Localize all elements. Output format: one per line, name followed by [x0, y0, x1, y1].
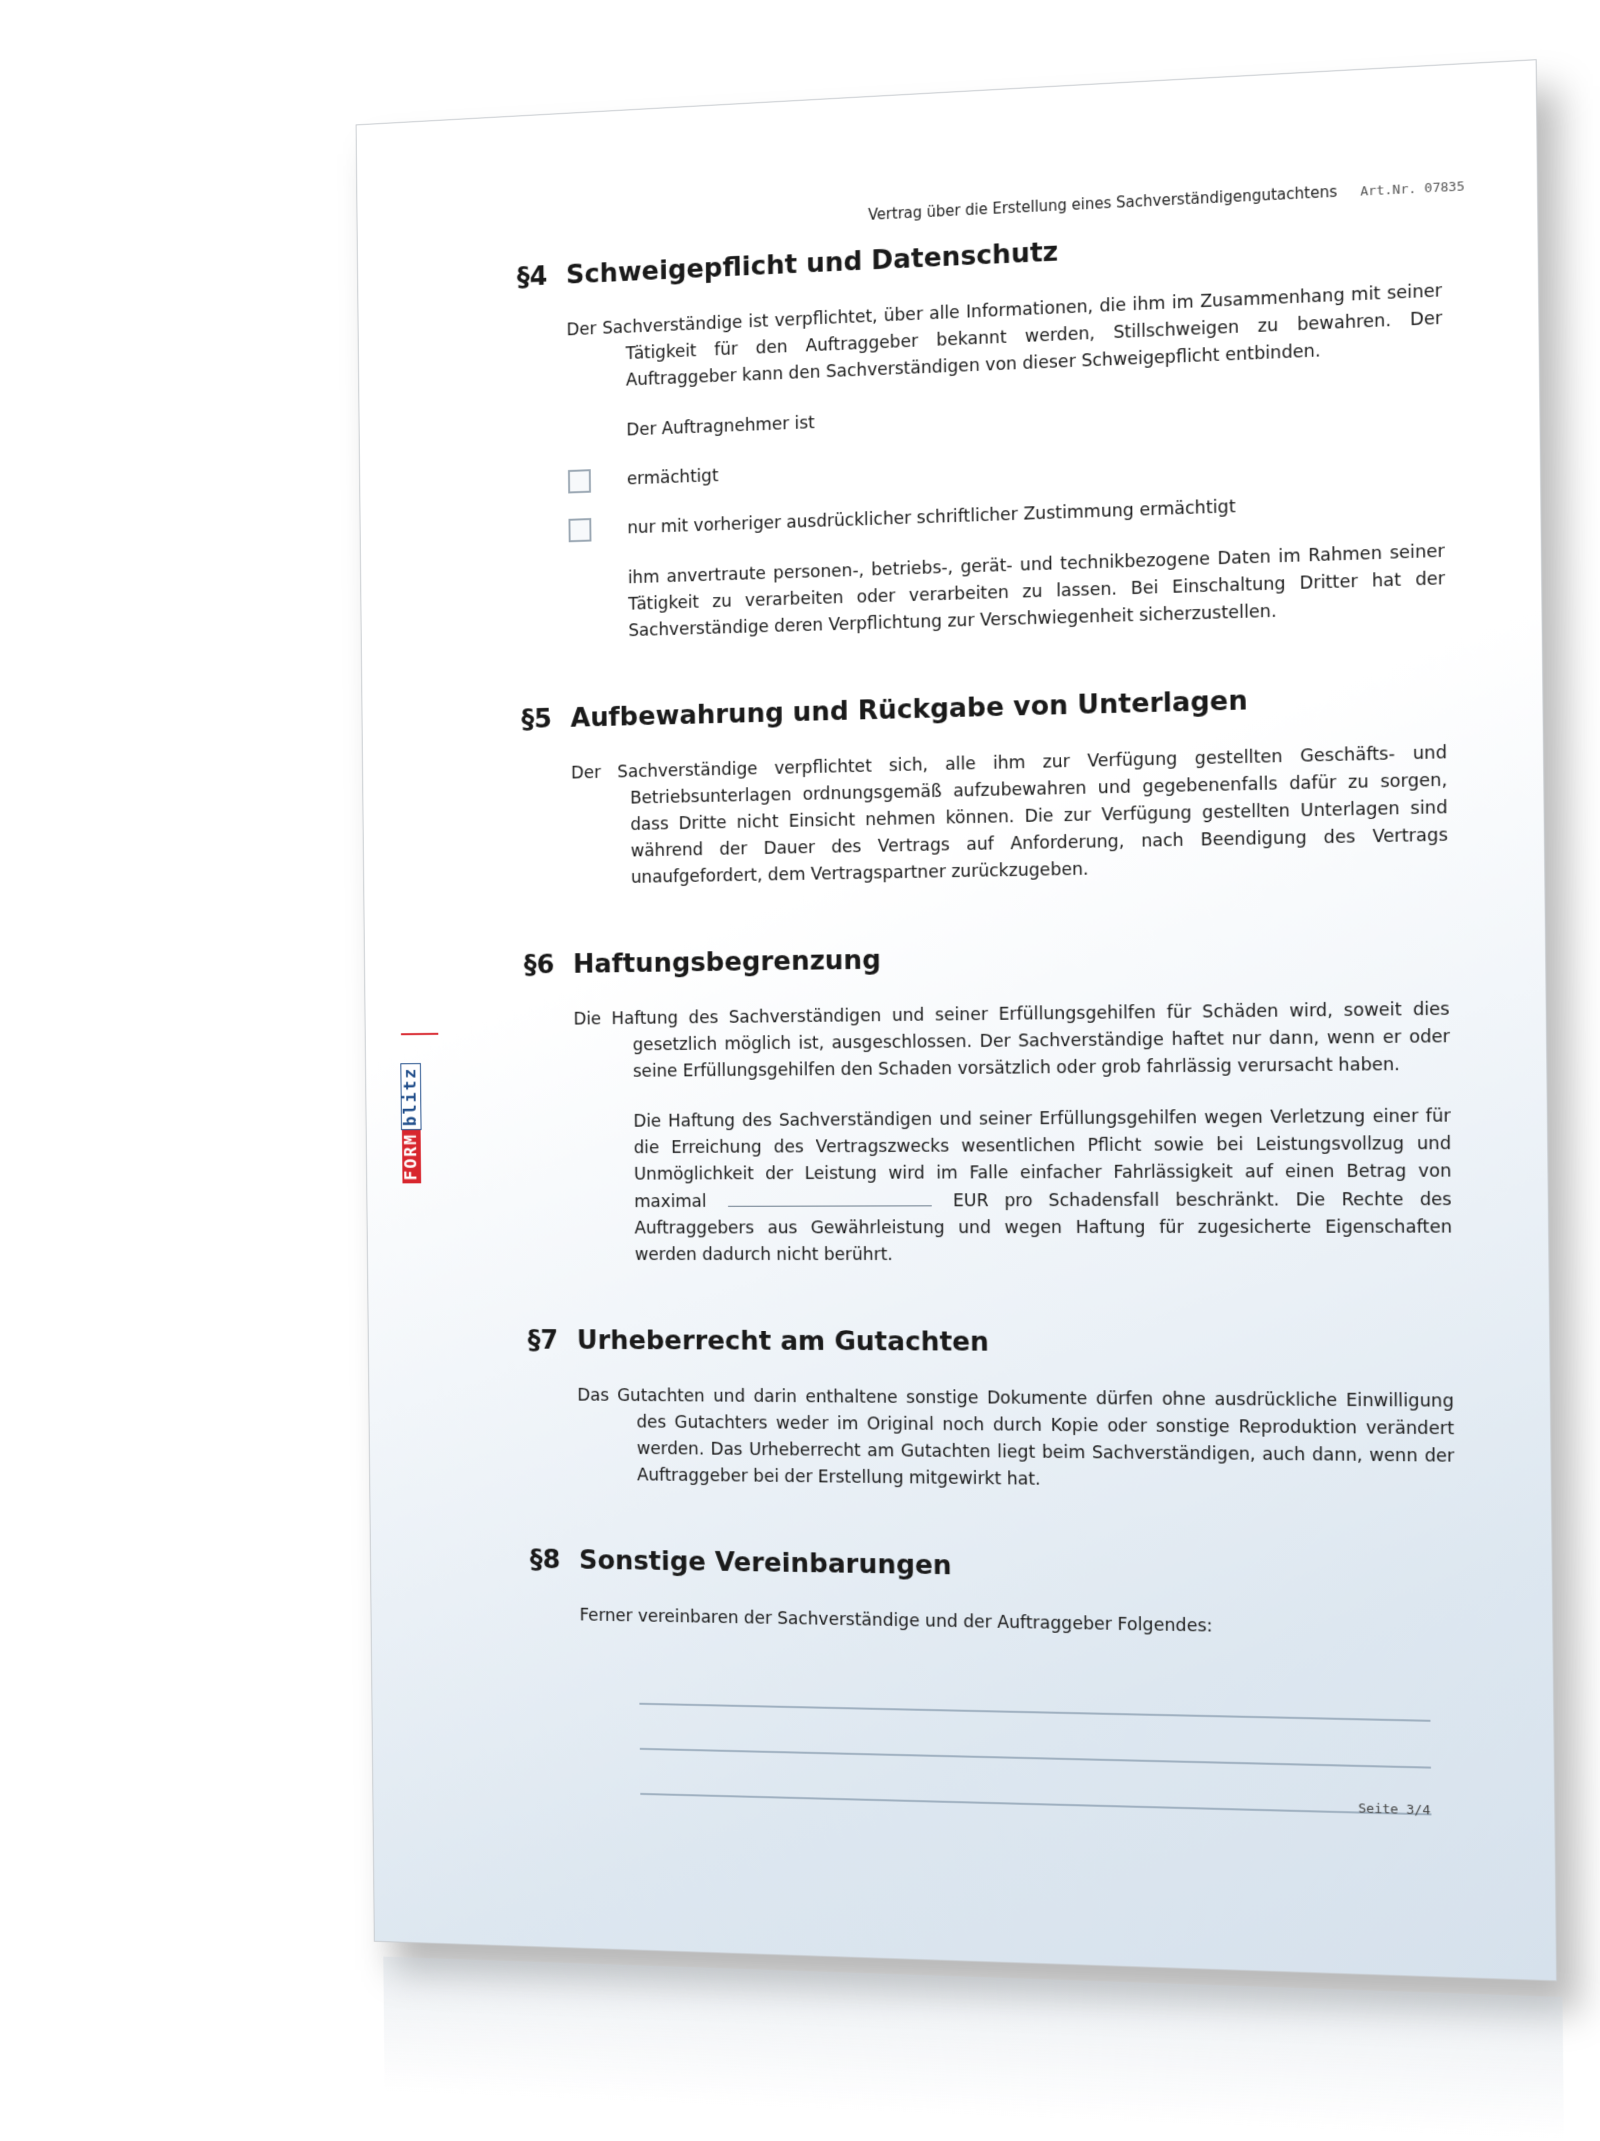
page-header	[868, 176, 1465, 224]
section-number: §4	[516, 261, 548, 293]
paragraph: Der Sachverständige verpflichtet sich, alle ihm zur Verfügung gestellten Geschäfts- und Betriebsunterlagen ordnungsgemäß aufzubewahren und gegebenenfalls dafür zu sorgen, dass Dritte nicht Einsicht nehmen können. Die zur Verfügung gestellten Unterlagen sind während der Dauer des Vertrags auf Anforderung, nach Beendigung des Vertrags unaufgefordert, dem Vertragspartner zurückzugeben.	[570, 743, 1448, 888]
paragraph: Der Auftragnehmer ist	[626, 413, 815, 441]
document-body	[517, 218, 1459, 1875]
section-6	[524, 936, 1453, 1269]
article-number: Art.Nr. 07835	[1360, 179, 1465, 200]
paragraph: Die Haftung des Sachverständigen und seiner Erfüllungsgehilfen für Schäden wird, soweit dies gesetzlich möglich ist, ausgeschlossen. Der Sachverständige haftet nur dann, wenn er oder seine Erfüllungsgehilfen den Schaden vorsätzlich oder grob fahrlässig verursacht haben.	[573, 999, 1451, 1082]
paragraph: ihm anvertraute personen-, betriebs-, gerät- und technikbezogene Daten im Rahmen seiner Tätigkeit zu verarbeiten oder verarbeiten zu lassen. Bei Einschaltung Dritter hat der Sachverständige deren Verpflichtung zur Verschwiegenheit sicherzustellen.	[627, 541, 1446, 642]
brand-blitz: blitz	[400, 1063, 421, 1130]
section-5	[521, 680, 1448, 894]
option-label: ermächtigt	[626, 466, 719, 490]
option-with-consent[interactable]	[568, 488, 1444, 543]
section-number: §5	[521, 703, 553, 735]
brand-form: FORM	[402, 1130, 421, 1183]
paragraph: Ferner vereinbaren der Sachverständige und der Auftraggeber Folgendes:	[579, 1605, 1213, 1637]
agreement-lines	[639, 1660, 1458, 1819]
section-title: Urheberrecht am Gutachten	[576, 1325, 990, 1358]
paragraph: Der Sachverständige ist verpflichtet, über alle Informationen, die ihm im Zusammenhang mit seiner Tätigkeit für den Auftraggeber bekannt werden, Stillschweigen zu bewahren. Der Auftraggeber kann den Sachverständigen von dieser Schweigepflicht entbinden.	[566, 281, 1443, 391]
document-preview	[356, 58, 1578, 1997]
checkbox[interactable]	[568, 518, 591, 542]
section-title: Aufbewahrung und Rückgabe von Unterlagen	[570, 685, 1248, 734]
document-page	[356, 59, 1558, 1981]
paragraph-liability-amount	[633, 1103, 1452, 1269]
section-number: §8	[529, 1544, 561, 1576]
brand-accent-line	[401, 1033, 438, 1035]
section-8	[529, 1544, 1458, 1819]
section-number: §7	[527, 1325, 559, 1356]
liability-text-end: EUR pro Schadensfall beschränkt. Die Rechte des Auftraggebers aus Gewährleistung und wegen Haftung für zugesicherte Eigenschaften werden dadurch nicht berührt.	[634, 1189, 1453, 1265]
formblitz-logo	[399, 1038, 423, 1183]
section-title: Sonstige Vereinbarungen	[578, 1545, 952, 1582]
header-title: Vertrag über die Erstellung eines Sachverständigengutachtens	[867, 182, 1338, 224]
option-label: nur mit vorheriger ausdrücklicher schriftlicher Zustimmung ermächtigt	[627, 497, 1236, 539]
liability-text-start: Die Haftung des Sachverständigen und seiner Erfüllungsgehilfen wegen Verletzung einer für die Erreichung des Vertragszwecks wesentlichen Pflicht sowie bei Leistungsvollzug und Unmöglichkeit der Leistung wird im Falle einfacher Fahrlässigkeit auf einen Betrag von maximal	[633, 1106, 1452, 1212]
page-number: Seite 3/4	[1358, 1801, 1431, 1819]
section-number: §6	[523, 949, 555, 981]
paragraph: Das Gutachten und darin enthaltene sonstige Dokumente dürfen ohne ausdrückliche Einwilligung des Gutachters weder im Original noch durch Kopie oder sonstige Reproduktion verändert werden. Das Urheberrecht am Gutachten liegt beim Sachverständigen, auch dann, wenn der Auftraggeber bei der Erstellung mitgewirkt hat.	[577, 1385, 1455, 1490]
section-title: Schweigepflicht und Datenschutz	[565, 236, 1059, 291]
checkbox[interactable]	[568, 469, 591, 493]
section-7	[528, 1325, 1455, 1498]
section-4	[517, 218, 1446, 648]
amount-field[interactable]	[728, 1187, 932, 1206]
option-authorized[interactable]	[568, 437, 1444, 494]
section-title: Haftungsbegrenzung	[572, 944, 882, 980]
